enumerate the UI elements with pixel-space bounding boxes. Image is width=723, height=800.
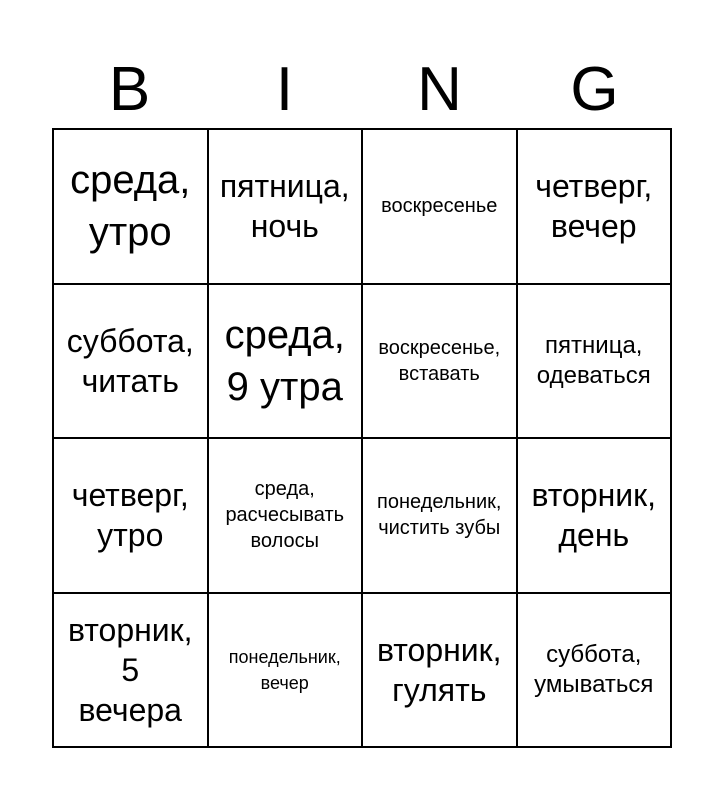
cell-text: вторник, 5 вечера: [67, 611, 193, 728]
cell-text: среда, утро: [70, 158, 191, 255]
cell-text: суббота, читать: [66, 322, 194, 399]
bingo-cell[interactable]: [54, 130, 209, 285]
bingo-cell[interactable]: [363, 285, 518, 440]
cell-text: вторник, гулять: [376, 631, 502, 708]
header-letter-b: B: [108, 55, 151, 124]
bingo-cell[interactable]: [363, 439, 518, 594]
bingo-cell[interactable]: [518, 130, 673, 285]
header-letter-n: N: [417, 55, 462, 124]
cell-text: суббота, умываться: [534, 640, 654, 698]
header-letter-g: G: [570, 55, 619, 124]
header-letter-i: I: [275, 55, 294, 124]
bingo-header: [52, 52, 672, 128]
bingo-cell[interactable]: [54, 285, 209, 440]
cell-text: понедельник, чистить зубы: [377, 491, 502, 540]
bingo-cell[interactable]: [518, 285, 673, 440]
cell-text: воскресенье: [381, 195, 498, 218]
bingo-cell[interactable]: [518, 594, 673, 749]
bingo-cell[interactable]: [209, 285, 364, 440]
bingo-cell[interactable]: [518, 439, 673, 594]
cell-text: четверг, утро: [71, 477, 189, 554]
cell-text: воскресенье, вставать: [378, 336, 501, 385]
bingo-cell[interactable]: [363, 130, 518, 285]
bingo-cell[interactable]: [54, 594, 209, 749]
bingo-cell[interactable]: [209, 439, 364, 594]
cell-text: четверг, вечер: [535, 168, 653, 245]
bingo-grid: [52, 128, 672, 748]
cell-text: пятница, ночь: [219, 168, 350, 245]
bingo-cell[interactable]: [209, 130, 364, 285]
cell-text: среда, 9 утра: [224, 312, 345, 409]
bingo-cell[interactable]: [209, 594, 364, 749]
bingo-cell[interactable]: [54, 439, 209, 594]
cell-text: пятница, одеваться: [536, 331, 651, 389]
cell-text: вторник, день: [531, 477, 657, 554]
cell-text: понедельник, вечер: [228, 646, 341, 693]
bingo-cell[interactable]: [363, 594, 518, 749]
cell-text: среда, расчесывать волосы: [225, 478, 345, 553]
